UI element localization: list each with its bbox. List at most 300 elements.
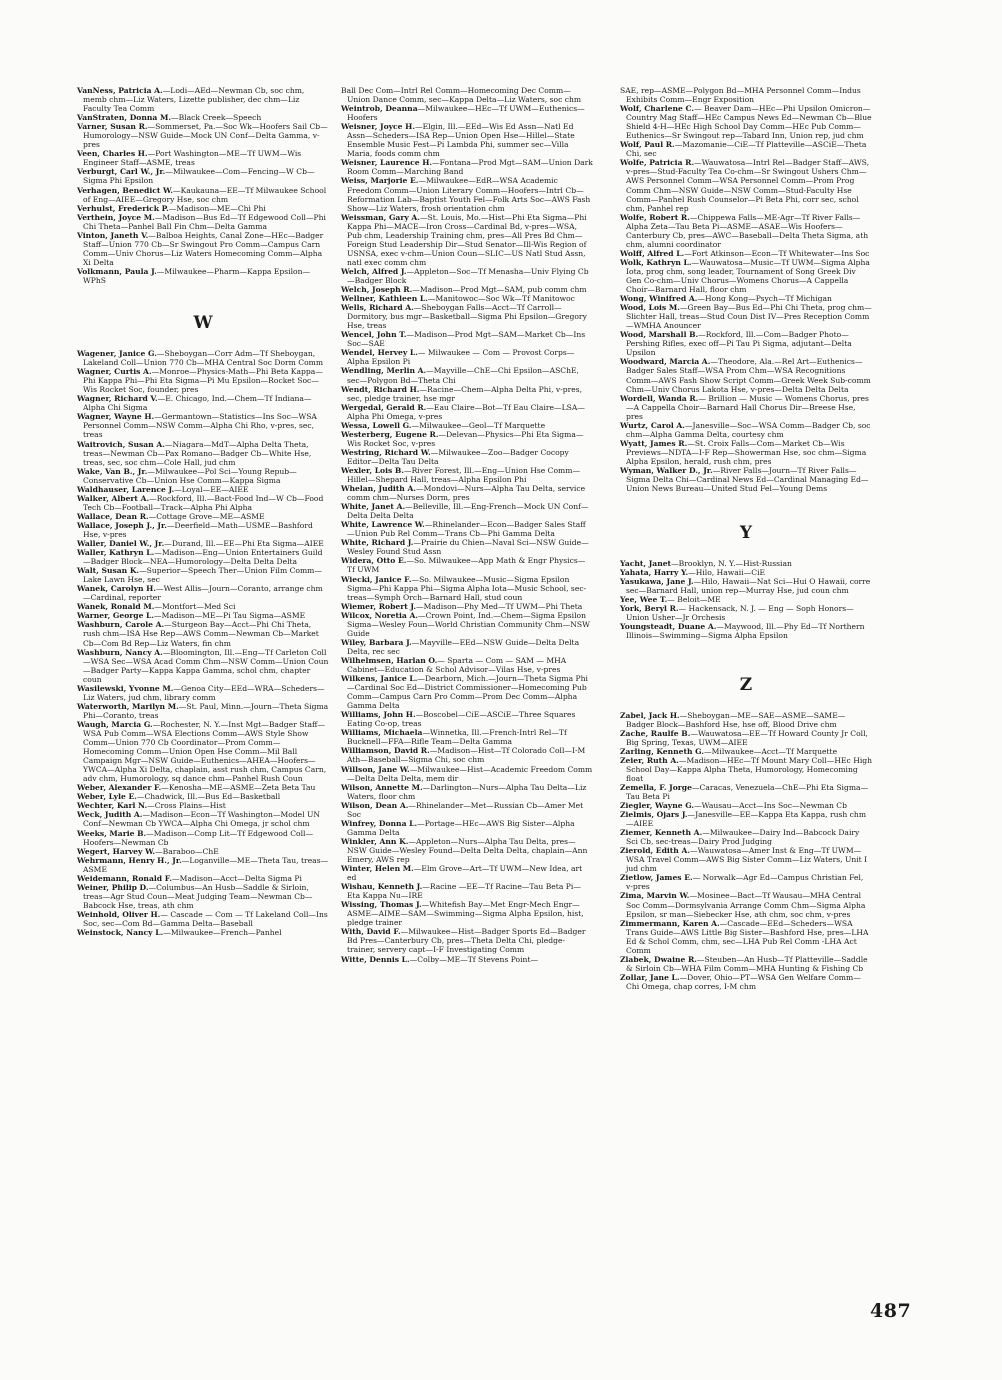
directory-entry — [341, 484, 593, 502]
directory-entry — [341, 366, 593, 384]
entry-name: Weck, Judith A. — [77, 810, 143, 820]
entry-name: Wessa, Lowell G. — [341, 420, 412, 430]
entry-text: —Milwaukee—HEc—Tf UWM—Euthenics—Hoofers — [347, 104, 585, 123]
entry-list-w-cont — [341, 86, 593, 964]
entry-name: Wilcox, Noretia A. — [341, 610, 418, 620]
entry-text: —Montfort—Med Sci — [154, 602, 236, 612]
entry-name: Wilkens, Janice L. — [341, 674, 418, 684]
directory-entry — [620, 729, 872, 747]
entry-name: Westring, Richard W. — [341, 447, 431, 457]
entry-text: —Milwaukee—Com—Fencing—W Cb—Sigma Phi Epsilon — [83, 167, 315, 186]
directory-entry — [341, 710, 593, 728]
entry-name: Wong, Winifred A. — [620, 294, 698, 304]
directory-entry — [77, 494, 329, 512]
entry-text: —Columbus—An Husb—Saddle & Sirloin, treas—Agr Stud Coun—Meat Judging Team—Newman Cb—Babcock Hse, treas, ath chm — [83, 882, 313, 910]
entry-text: — Hackensack, N. J. — Eng — Soph Honors—Union Usher—Jr Orchesis — [626, 604, 854, 623]
directory-entry — [77, 883, 329, 910]
directory-entry — [341, 864, 593, 882]
entry-text: —Port Washington—ME—Tf UWM—Wis Engineer Staff—ASME, treas — [83, 149, 302, 168]
directory-entry — [77, 648, 329, 684]
entry-name: Wagner, Curtis A. — [77, 367, 152, 377]
entry-name: Zabel, Jack H. — [620, 710, 680, 720]
entry-text: —Mayville—EEd—NSW Guide—Delta Delta Delta, rec sec — [347, 637, 580, 656]
directory-entry — [77, 86, 329, 113]
entry-text: —Crown Point, Ind.—Chem—Sigma Epsilon Sigma—Wesley Foun—World Christian Community Chm—NSW Guide — [347, 610, 590, 638]
directory-entry — [77, 702, 329, 720]
directory-entry — [620, 421, 872, 439]
entry-text: —Cascade—EEd—Scheders—WSA Trans Guide—AWS Little Big Sister—Bashford Hse, pres—LHA Ed & Schol Comm, chm, sec—LHA Pub Rel Comm -LHA Act Comm — [626, 918, 869, 955]
entry-name: Witte, Dennis L. — [341, 954, 410, 964]
entry-text: —Mosinee—Bact—Tf Wausau—MHA Central Soc Comm—Dormsylvania Arrange Comm Chm—Sigma Alpha Epsilon, sr man—Siebecker Hse, ath chm, soc chm, v-pres — [626, 891, 866, 919]
directory-entry — [341, 728, 593, 746]
entry-name: Wendt, Richard H. — [341, 384, 420, 394]
directory-entry — [620, 258, 872, 294]
column-1 — [77, 86, 329, 937]
directory-entry — [341, 520, 593, 538]
directory-entry — [620, 873, 872, 891]
directory-entry — [77, 566, 329, 584]
entry-name: Winkler, Ann K. — [341, 836, 409, 846]
entry-name: Weissman, Gary A. — [341, 212, 420, 222]
entry-text: —Rhinelander—Econ—Badger Sales Staff—Union Pub Rel Comm—Trans Cb—Phi Gamma Delta — [347, 520, 586, 539]
directory-entry — [77, 113, 329, 122]
entry-name: Weidemann, Ronald F. — [77, 873, 172, 883]
entry-name: Wolfe, Robert R. — [620, 212, 690, 222]
entry-name: Wanek, Ronald M. — [77, 602, 155, 612]
entry-name: Widera, Otto E. — [341, 556, 407, 566]
entry-text: —River Falls—Journ—Tf River Falls—Sigma Delta Chi—Cardinal News Ed—Cardinal Managing Ed—Union News Bureau—United Stud Fel—Young Dems — [626, 465, 869, 494]
directory-entry — [77, 910, 329, 928]
entry-name: Weisner, Laurence H. — [341, 158, 433, 168]
entry-text: —Madison—Phy Med—Tf UWM—Phi Theta — [416, 601, 583, 611]
entry-text: —Steuben—An Husb—Tf Platteville—Saddle & Sirloin Cb—WHA Film Comm—MHA Hunting & Fishing Cb — [626, 954, 868, 973]
entry-text: —Germantown—Statistics—Ins Soc—WSA Personnel Comm—NSW Comm—Alpha Chi Rho, v-pres, sec, treas — [83, 412, 317, 440]
entry-name: Wood, Lois M. — [620, 303, 680, 313]
entry-text: —Mondovi—Nurs—Alpha Tau Delta, service comm chm—Nurses Dorm, pres — [347, 484, 586, 503]
directory-entry — [341, 575, 593, 602]
entry-name: Zarling, Kenneth G. — [620, 746, 705, 756]
directory-entry — [620, 891, 872, 918]
entry-name: Wergedal, Gerald R. — [341, 402, 427, 412]
entry-text: —Wauwatosa—EE—Tf Howard County Jr Coll, Big Spring, Texas, UWM—AIEE — [626, 728, 868, 747]
entry-name: Wolf, Charlene C. — [620, 104, 694, 114]
entry-name: Wasilewski, Yvonne M. — [77, 683, 174, 693]
directory-entry — [77, 847, 329, 856]
directory-entry — [620, 439, 872, 466]
entry-name: Verburgt, Carl W., Jr. — [77, 167, 166, 177]
directory-entry — [77, 548, 329, 566]
entry-name: Vinton, Janeth V. — [77, 230, 149, 240]
directory-entry — [77, 412, 329, 439]
entry-name: Westerberg, Eugene R. — [341, 429, 439, 439]
directory-entry — [77, 620, 329, 647]
entry-name: Zemella, F. Jorge — [620, 782, 692, 792]
entry-text: —St. Louis, Mo.—Hist—Phi Eta Sigma—Phi Kappa Phi—MACE—Iron Cross—Cardinal Bd, v-pres—WSA, Pub chm, Leadership Training chm, pres—All Pres Bd Chm—Foreign Stud Leadership Dir—Stud Senator—Ill-Wis Region of USNSA, exec v-chm—Union Coun—SLIC—US Natl Stud Assn, natl exec comm chm — [347, 212, 587, 267]
entry-text: —Milwaukee—Geol—Tf Marquette — [411, 420, 546, 430]
directory-entry — [77, 856, 329, 874]
entry-name: Willson, Jane W. — [341, 764, 410, 774]
entry-name: Wolff, Alfred L. — [620, 248, 685, 258]
entry-text: —Cross Plains—Hist — [147, 801, 226, 811]
entry-name: Volkmann, Paula J. — [77, 266, 157, 276]
entry-name: Weinhold, Oliver H. — [77, 909, 161, 919]
directory-entry — [341, 213, 593, 267]
entry-name: Weintrob, Deanna — [341, 104, 418, 114]
directory-entry — [341, 303, 593, 330]
entry-name: Wechter, Karl N. — [77, 801, 148, 811]
directory-entry — [77, 367, 329, 394]
directory-entry — [620, 158, 872, 212]
entry-text: —Fontana—Prod Mgt—SAM—Union Dark Room Comm—Marching Band — [347, 158, 593, 177]
directory-entry — [77, 602, 329, 611]
entry-text: —Wausau—Acct—Ins Soc—Newman Cb — [694, 801, 847, 810]
directory-entry — [341, 674, 593, 710]
directory-entry — [77, 783, 329, 792]
entry-name: Wolfe, Patricia R. — [620, 158, 695, 168]
directory-entry — [341, 122, 593, 158]
directory-entry — [620, 828, 872, 846]
entry-text: —Prairie du Chien—Naval Sci—NSW Guide—Wesley Found Stud Assn — [347, 538, 589, 557]
entry-name: Wagner, Wayne H. — [77, 412, 155, 422]
entry-text: —Sheboygan—Corr Adm—Tf Sheboygan, Lakeland Coll—Union 770 Cb—MHA Central Soc Dorm Comm — [83, 349, 324, 368]
entry-text: —Portage—HEc—AWS Big Sister—Alpha Gamma Delta — [347, 818, 575, 837]
entry-text: —Bloomington, Ill.—Eng—Tf Carleton Coll—WSA Sec—WSA Acad Comm Chm—NSW Comm—Union Coun—Badger Party—Kappa Kappa Gamma, schol chm, chapter coun — [83, 647, 329, 684]
directory-entry — [620, 919, 872, 955]
directory-entry — [620, 294, 872, 303]
entry-list-z — [620, 711, 872, 991]
entry-name: Winter, Helen M. — [341, 864, 414, 874]
directory-entry — [620, 104, 872, 140]
entry-text: —Hilo, Hawaii—CiE — [688, 568, 766, 578]
entry-name: Williams, John H. — [341, 710, 416, 720]
entry-list-w-end — [620, 86, 872, 493]
entry-text: —Green Bay—Bus Ed—Phi Chi Theta, prog chm—Slichter Hall, treas—Stud Coun Dist IV—Pres Reception Comm—WMHA Anouncer — [626, 303, 872, 331]
directory-entry — [341, 448, 593, 466]
entry-text: —Maywood, Ill.—Phy Ed—Tf Northern Illinois—Swimming—Sigma Alpha Epsilon — [626, 622, 865, 641]
directory-entry — [620, 568, 872, 577]
entry-text: —Madison—Hist—Tf Colorado Coll—I-M Ath—Baseball—Sigma Chi, soc chm — [347, 746, 586, 765]
entry-text: —Loganville—ME—Theta Tau, treas—ASME — [83, 855, 329, 874]
directory-entry — [77, 440, 329, 467]
entry-text: —Genoa City—EEd—WRA—Scheders—Liz Waters, jud chm, library comm — [83, 683, 325, 702]
entry-text: —Appleton—Nurs—Alpha Tau Delta, pres—NSW Guide—Wesley Found—Delta Delta Delta, chaplain—Ann Emery, AWS rep — [347, 836, 588, 864]
entry-name: Zeier, Ruth A. — [620, 755, 679, 765]
entry-name: Weinstock, Nancy L. — [77, 928, 164, 938]
entry-text: — Norwalk—Agr Ed—Campus Christian Fel, v-pres — [626, 873, 864, 892]
directory-entry — [341, 801, 593, 819]
entry-name: Zlabek, Dwaine R. — [620, 954, 697, 964]
directory-entry — [620, 86, 872, 104]
entry-text: —Fort Atkinson—Econ—Tf Whitewater—Ins Soc — [684, 248, 870, 258]
entry-text: —Caracas, Venezuela—ChE—Phi Eta Sigma—Tau Beta Pi — [626, 782, 869, 801]
entry-text: —Milwaukee—Pol Sci—Young Repub—Conservative Cb—Union Hse Comm—Kappa Sigma — [83, 466, 297, 485]
entry-text: —Manitowoc—Soc Wk—Tf Manitowoc — [427, 294, 575, 304]
entry-name: Zimmermann, Karen A. — [620, 918, 720, 928]
entry-text: —Deerfield—Math—USME—Bashford Hse, v-pres — [83, 520, 313, 539]
entry-text: — Beloit—ME — [667, 595, 721, 605]
entry-text: —Brooklyn, N. Y.—Hist-Russian — [671, 559, 792, 569]
entry-name: Ziegler, Wayne G. — [620, 801, 695, 810]
entry-name: Welch, Joseph R. — [341, 285, 413, 295]
entry-list-w — [77, 349, 329, 937]
entry-text: —Mazomanie—CiE—Tf Platteville—ASCiE—Theta Chi, sec — [626, 140, 867, 159]
entry-name: Wendel, Hervey L. — [341, 348, 418, 358]
entry-name: Williams, Michaela — [341, 728, 423, 738]
entry-name: Wood, Marshall B. — [620, 330, 699, 340]
directory-entry — [77, 213, 329, 231]
directory-entry — [341, 176, 593, 212]
entry-text: —Racine—Chem—Alpha Delta Phi, v-pres, sec, pledge trainer, hse mgr — [347, 384, 583, 403]
entry-text: —Janesville—EE—Kappa Eta Kappa, rush chm—AIEE — [626, 810, 867, 829]
entry-text: —Milwaukee—Acct—Tf Marquette — [704, 746, 838, 756]
entry-text: —Darlington—Nurs—Alpha Tau Delta—Liz Waters, floor chm — [347, 782, 587, 801]
entry-name: Wagner, Richard V. — [77, 394, 158, 404]
entry-text: —Madison—Eng—Union Entertainers Guild—Badger Block—NEA—Humorology—Delta Delta Delta — [83, 548, 323, 567]
entry-name: Weiss, Marjorie E. — [341, 176, 419, 186]
directory-entry — [77, 801, 329, 810]
entry-text: —Milwaukee—French—Panhel — [163, 928, 282, 938]
entry-text: —Wauwatosa—Music—Tf UWM—Sigma Alpha Iota, prog chm, song leader, Tournament of Song Greek Div Gen Co-chm—Univ Chorus—Womens Chorus—A Cappella Choir—Barnard Hall, floor chm — [626, 257, 870, 295]
entry-text: —Black Creek—Speech — [171, 113, 262, 123]
entry-name: Yasukawa, Jane J. — [620, 577, 694, 587]
entry-name: Whelan, Judith A. — [341, 484, 417, 494]
directory-entry — [77, 204, 329, 213]
entry-name: Zielmis, Ojars J. — [620, 810, 688, 820]
entry-name: Wells, Richard A. — [341, 303, 414, 313]
directory-entry — [77, 186, 329, 204]
entry-name: Wagener, Janice G. — [77, 349, 157, 359]
entry-name: Wencel, John T. — [341, 330, 407, 340]
entry-text: —Madison—Econ—Tf Washington—Model UN Conf—Newman Cb YWCA—Alpha Chi Omega, jr schol chm — [83, 810, 321, 829]
entry-name: Wanek, Carolyn H. — [77, 584, 156, 594]
directory-entry — [341, 602, 593, 611]
directory-entry — [341, 466, 593, 484]
directory-entry — [620, 213, 872, 249]
directory-entry — [77, 349, 329, 367]
entry-name: Zierold, Edith A. — [620, 846, 690, 856]
entry-name: Verhagen, Benedict W. — [77, 185, 173, 195]
entry-name: Wiecki, Janice F. — [341, 574, 412, 584]
entry-text: —Balboa Heights, Canal Zone—HEc—Badger Staff—Union 770 Cb—Sr Swingout Pro Comm—Campus Carn Comm—Univ Chorus—Liz Waters Homecoming Comm—Alpha Xi Delta — [83, 230, 324, 267]
entry-name: White, Janet A. — [341, 502, 406, 512]
entry-text: —Milwaukee—Hist—Badger Sports Ed—Badger Bd Pres—Canterbury Cb, pres—Theta Delta Chi, pledge-trainer, servery capt—I-F Investigating Comm — [347, 927, 586, 955]
entry-name: Weisner, Joyce H. — [341, 122, 415, 132]
entry-text: —Boscobel—CiE—ASCiE—Three Squares Eating Co-op, treas — [347, 710, 576, 729]
entry-name: Wurtz, Carol A. — [620, 420, 685, 430]
entry-name: Weber, Alexander F. — [77, 783, 162, 793]
entry-text: —Wauwatosa—Amer Inst & Eng—Tf UWM—WSA Travel Comm—AWS Big Sister Comm—Liz Waters, Unit I jud chm — [626, 846, 868, 874]
entry-text: —St. Paul, Minn.—Journ—Theta Sigma Phi—Coranto, treas — [83, 701, 329, 720]
directory-entry — [341, 285, 593, 294]
column-3 — [620, 86, 872, 991]
entry-text: —Milwaukee—Pharm—Kappa Epsilon—WPhS — [83, 266, 311, 285]
column-2 — [341, 86, 593, 964]
section-letter-y: Y — [739, 523, 753, 544]
entry-text: — Milwaukee — Com — Provost Corps—Alpha Epsilon Pi — [347, 348, 575, 367]
entry-name: Wolf, Paul R. — [620, 140, 675, 150]
entry-name: Wiemer, Robert J. — [341, 601, 417, 611]
entry-text: —Winnetka, Ill.—French-Intrl Rel—Tf Bucknell—FFA—Rifle Team—Delta Gamma — [347, 728, 567, 747]
section-letter-w: W — [193, 313, 213, 334]
entry-name: Wishau, Kenneth J. — [341, 882, 423, 892]
directory-entry — [341, 900, 593, 927]
page-number: 487 — [870, 1300, 912, 1322]
entry-text: —Milwaukee—EdR—WSA Academic Freedom Comm—Union Literary Comm—Hoofers—Intrl Cb—Reformation Lab—Baptist Youth Fel—Folk Arts Soc—AWS Fash Show—Liz Waters, frosh orientation chm — [347, 176, 591, 213]
entry-text: —Madison—Prod Mgt—SAM, pub comm chm — [412, 285, 587, 295]
entry-text: — Cascade — Com — Tf Lakeland Coll—Ins Soc, sec—Com Bd—Gamma Delta—Baseball — [83, 909, 328, 928]
directory-entry — [77, 792, 329, 801]
entry-text: —Lodi—AEd—Newman Cb, soc chm, memb chm—Liz Waters, Lizette publisher, dec chm—Liz Faculty Tea Comm — [83, 86, 305, 114]
directory-entry — [77, 122, 329, 149]
entry-text: —Madison—ME—Chi Phi — [168, 203, 266, 213]
directory-entry — [341, 294, 593, 303]
directory-entry — [620, 394, 872, 421]
entry-name: Welch, Alfred J. — [341, 266, 407, 276]
entry-text: —Racine —EE—Tf Racine—Tau Beta Pi—Eta Kappa Nu—IRE — [347, 882, 581, 901]
entry-name: Wyman, Walker D., Jr. — [620, 465, 713, 475]
directory-entry — [341, 819, 593, 837]
entry-text: —Sommerset, Pa.—Soc Wk—Hoofers Sail Cb—Humorology—NSW Guide—Mock UN Conf—Delta Gamma, v-pres — [83, 122, 328, 150]
entry-text: —Whitefish Bay—Met Engr-Mech Engr—ASME—AIME—SAM—Swimming—Sigma Alpha Epsilon, hist, pledge trainer — [347, 900, 584, 928]
directory-entry — [620, 810, 872, 828]
entry-text: —So. Milwaukee—Music—Sigma Epsilon Sigma—Phi Kappa Phi—Sigma Alpha Iota—Music School, sec-treas—Symph Orch—Barnard Hall, stud coun — [347, 574, 587, 602]
entry-name: Wexler, Lois B. — [341, 465, 404, 475]
entry-name: Wendling, Merlin A. — [341, 366, 427, 376]
entry-list-y — [620, 559, 872, 640]
directory-entry — [341, 104, 593, 122]
entry-name: Weeks, Marie B. — [77, 828, 147, 838]
directory-entry — [620, 559, 872, 568]
directory-entry — [620, 140, 872, 158]
entry-name: Youngsteadt, Duane A. — [620, 622, 717, 632]
directory-entry — [620, 801, 872, 810]
entry-text: —Madison—HEc—Tf Mount Mary Coll—HEc High School Day—Kappa Alpha Theta, Humorology, Homecoming float — [626, 755, 873, 783]
directory-entry — [77, 521, 329, 539]
directory-entry — [620, 783, 872, 801]
entry-name: Verhulst, Frederick P. — [77, 203, 169, 213]
entry-name: Warner, George L. — [77, 611, 155, 621]
entry-name: Yee, Wee T. — [620, 595, 668, 605]
entry-text: —Belleville, Ill.—Eng-French—Mock UN Conf—Delta Delta Delta — [347, 502, 589, 521]
entry-text: Ball Dec Com—Intrl Rel Comm—Homecoming Dec Comm—Union Dance Comm, sec—Kappa Delta—Liz Waters, soc chm — [341, 86, 582, 105]
entry-text: —Theodore, Ala.—Rel Art—Euthenics—Badger Sales Staff—WSA Prom Chm—WSA Recognitions Comm—AWS Fash Show Script Comm—Greek Week Sub-comm Chm—Univ Chorus Lakota Hse, v-pres—Delta Delta Delta — [626, 357, 871, 394]
entry-text: —Milwaukee—Zoo—Badger Cocopy Editor—Delta Tau Delta — [347, 447, 569, 466]
entry-name: Wissing, Thomas J. — [341, 900, 422, 910]
entry-name: Waterworth, Marilyn M. — [77, 701, 179, 711]
directory-entry — [77, 167, 329, 185]
entry-text: —Rochester, N. Y.—Inst Mgt—Badger Staff—WSA Pub Comm—WSA Elections Comm—AWS Style Show Comm—Union 770 Cb Coordinator—Prom Comm—Homecoming Comm—Union Open Hse Comm—Mil Ball Campaign Mgr—NSW Guide—Euthenics—AHEA—Hoofers—YWCA—Alpha Xi Delta, chaplain, asst rush chm, Campus Carn, adv chm, Humorology, sq dance chm—Panhel Rush Coun — [83, 719, 327, 784]
directory-entry — [341, 348, 593, 366]
entry-text: —Sheboygan—ME—SAE—ASME—SAME—Badger Block—Bashford Hse, hse off, Blood Drive chm — [626, 710, 846, 729]
entry-name: Waitrovich, Susan A. — [77, 439, 165, 449]
entry-text: —Chippewa Falls—ME-Agr—Tf River Falls—Alpha Zeta—Tau Beta Pi—ASME—ASAE—Wis Hoofers—Canterbury Cb, pres—AWC—Baseball—Delta Theta Sigma, ath chm, alumni coordinator — [626, 212, 869, 249]
directory-entry — [341, 538, 593, 556]
entry-text: —Monroe—Physics-Math—Phi Beta Kappa—Phi Kappa Phi—Phi Eta Sigma—Pi Mu Epsilon—Rocket Soc—Wis Rocket Soc, founder, pres — [83, 367, 323, 395]
entry-text: —E. Chicago, Ind.—Chem—Tf Indiana—Alpha Chi Sigma — [83, 394, 312, 413]
entry-name: Wallace, Joseph J., Jr. — [77, 520, 167, 530]
entry-text: —Wauwatosa—Intrl Rel—Badger Staff—AWS, v-pres—Stud-Faculty Tea Co-chm—Sr Swingout Ushers Chm—AWS Personnel Comm—WSA Personnel Comm—Prom Prog Comm Chm—NSW Guide—NSW Comm—Stud-Faculty Hse Comm—Panhel Rush Counselor—Pi Beta Phi, corr sec, schol chm, Panhel rep — [626, 158, 870, 213]
directory-entry — [620, 973, 872, 991]
entry-text: —Dearborn, Mich.—Journ—Theta Sigma Phi—Cardinal Soc Ed—District Commissioner—Homecoming Pub Comm—Campus Carn Pro Comm—Prom Dec Comm—Alpha Gamma Delta — [347, 674, 588, 711]
entry-name: White, Lawrence W. — [341, 520, 425, 530]
entry-name: Winfrey, Donna L. — [341, 818, 418, 828]
directory-entry — [341, 746, 593, 764]
entry-name: With, David F. — [341, 927, 401, 937]
entry-name: Zima, Marvin W. — [620, 891, 690, 901]
entry-name: Walker, Albert A. — [77, 493, 150, 503]
directory-entry — [77, 267, 329, 285]
entry-name: VanNess, Patricia A. — [77, 86, 163, 95]
entry-text: —St. Croix Falls—Com—Market Cb—Wis Previews—NDTA—I-F Rep—Showerman Hse, soc chm—Sigma Alpha Epsilon, herald, rush chm, pres — [626, 438, 867, 466]
directory-entry — [341, 556, 593, 574]
entry-name: Waller, Kathryn L. — [77, 548, 155, 558]
entry-name: Wake, Van B., Jr. — [77, 466, 148, 476]
entry-text: —Mayville—ChE—Chi Epsilon—ASChE, sec—Polygon Bd—Theta Chi — [347, 366, 579, 385]
directory-entry — [341, 385, 593, 403]
directory-entry — [620, 595, 872, 604]
entry-text: —West Allis—Journ—Coranto, arrange chm—Cardinal, reporter — [83, 584, 323, 603]
directory-entry — [620, 622, 872, 640]
entry-name: Walt, Susan K. — [77, 566, 140, 576]
directory-entry — [620, 249, 872, 258]
entry-name: Wyatt, James R. — [620, 438, 688, 448]
entry-text: —Appleton—Soc—Tf Menasha—Univ Flying Cb—Badger Block — [347, 266, 589, 285]
entry-text: SAE, rep—ASME—Polygon Bd—MHA Personnel Comm—Indus Exhibits Comm—Engr Exposition — [620, 86, 861, 105]
entry-name: Ziemer, Kenneth A. — [620, 828, 703, 838]
entry-name: Washburn, Nancy A. — [77, 647, 163, 657]
directory-entry — [341, 765, 593, 783]
entry-text: —Hilo, Hawaii—Nat Sci—Hui O Hawaii, corre sec—Barnard Hall, union rep—Murray Hse, jud coun chm — [626, 577, 871, 596]
directory-entry — [77, 874, 329, 883]
directory-entry — [341, 611, 593, 638]
entry-text: —Loyal—EE—AIEE — [174, 484, 249, 494]
entry-text: —Elm Grove—Art—Tf UWM—New Idea, art ed — [347, 864, 583, 883]
directory-entry — [77, 810, 329, 828]
entry-name: Varner, Susan R. — [77, 122, 148, 132]
directory-entry — [341, 656, 593, 674]
entry-text: —Niagara—MdT—Alpha Delta Theta, treas—Newman Cb—Pax Romano—Badger Cb—White Hse, treas, sec, soc chm—Cole Hall, jud chm — [83, 439, 312, 467]
directory-entry — [341, 421, 593, 430]
directory-entry — [77, 684, 329, 702]
entry-name: Wilson, Dean A. — [341, 800, 409, 810]
directory-entry — [341, 267, 593, 285]
entry-name: Wolk, Kathryn L. — [620, 257, 692, 267]
entry-name: Zache, Raulfe B. — [620, 728, 691, 738]
directory-entry — [341, 86, 593, 104]
entry-text: —Madison—Prod Mgt—SAM—Market Cb—Ins Soc—SAE — [347, 330, 586, 349]
entry-text: —Milwaukee—Hist—Academic Freedom Comm—Delta Delta Delta, mem dir — [347, 764, 593, 783]
directory-entry — [77, 394, 329, 412]
directory-entry — [620, 747, 872, 756]
entry-name: Zollar, Jane L. — [620, 972, 680, 982]
directory-entry — [620, 756, 872, 783]
entry-text: —Madison—Bus Ed—Tf Edgewood Coll—Phi Chi Theta—Panhel Ball Fin Chm—Delta Gamma — [83, 212, 326, 231]
entry-name: White, Richard J. — [341, 538, 414, 548]
entry-text: —Madison—ME—Pi Tau Sigma—ASME — [154, 611, 306, 621]
directory-entry — [77, 467, 329, 485]
directory-entry — [341, 158, 593, 176]
entry-text: — Beaver Dam—HEc—Phi Upsilon Omicron—Country Mag Staff—HEc Campus News Ed—Newman Cb—Blue Shield 4-H—HEc High School Day Comm—HEc Pub Comm—Euthenics—Sr Swingout rep—Tabard Inn, Union rep, jud chm — [626, 104, 872, 141]
directory-entry — [341, 927, 593, 954]
entry-text: —Janesville—Soc—WSA Comm—Badger Cb, soc chm—Alpha Gamma Delta, courtesy chm — [626, 420, 871, 439]
entry-text: —Elgin, Ill.—EEd—Wis Ed Assn—Natl Ed Assn—Scheders—ISA Rep—Union Open Hse—Hillel—State Ensemble Music Fest—Pi Lambda Phi, summer sec—Villa Maria, foods comm chm — [347, 122, 575, 159]
entry-text: —Milwaukee—Dairy Ind—Babcock Dairy Sci Cb, sec-treas—Dairy Prod Judging — [626, 828, 860, 847]
entry-name: Wilhelmsen, Harlan O. — [341, 655, 438, 665]
entry-name: Yahata, Harry Y. — [620, 568, 689, 578]
directory-entry — [620, 955, 872, 973]
entry-text: —Rockford, Ill.—Bact-Food Ind—W Cb—Food Tech Cb—Football—Track—Alpha Phi Alpha — [83, 493, 324, 512]
entry-text: —Madison—Acct—Delta Sigma Pi — [171, 873, 302, 883]
